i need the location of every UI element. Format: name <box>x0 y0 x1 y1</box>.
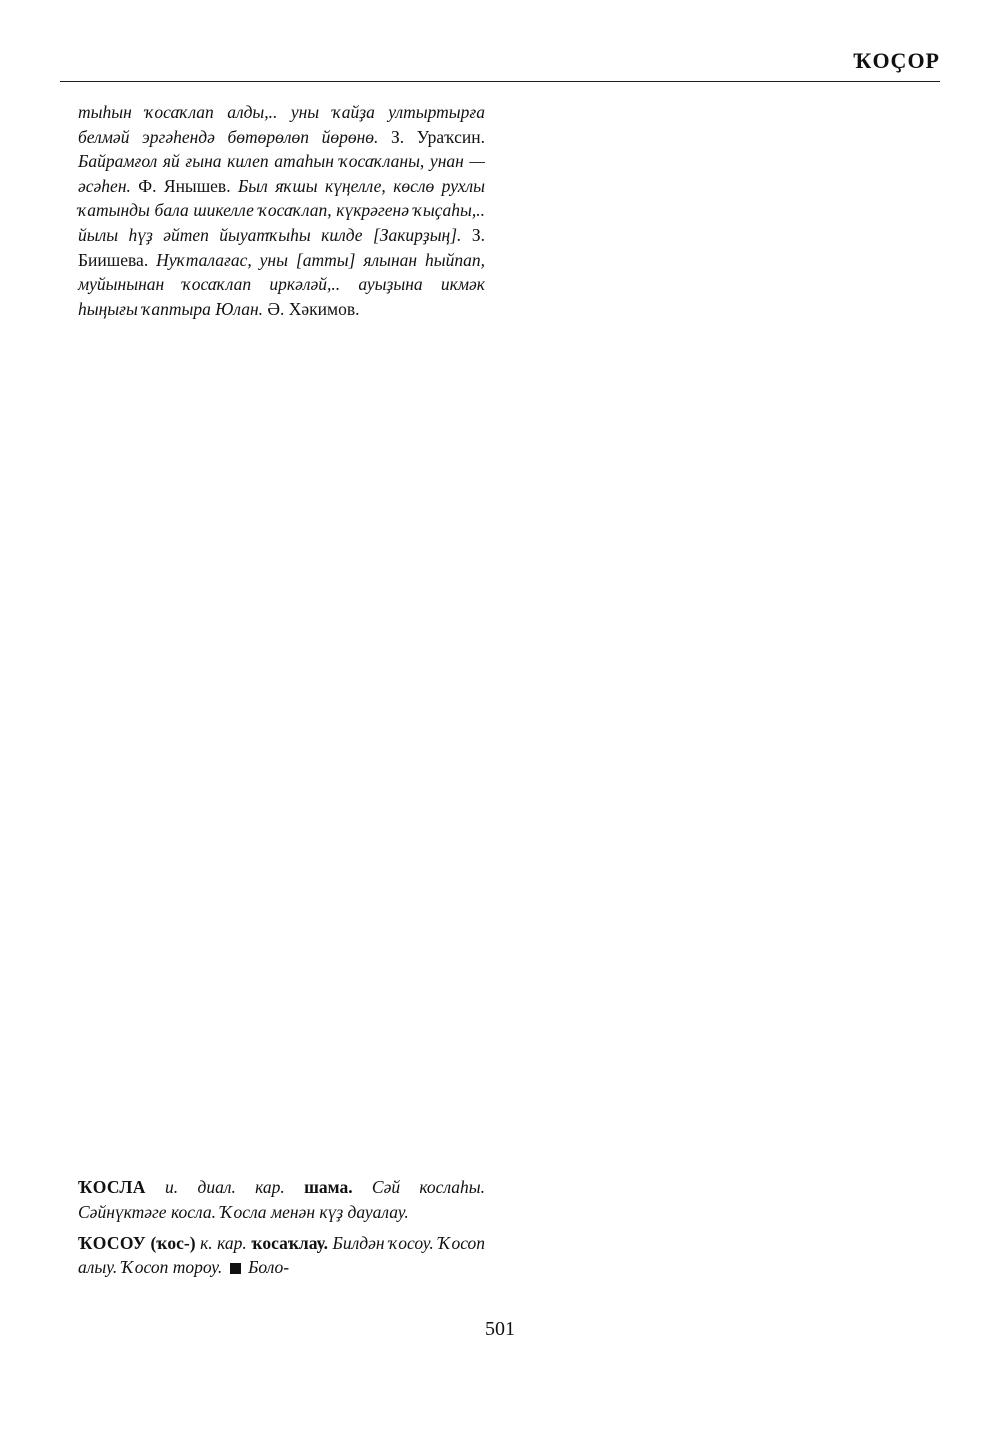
entry-kosou: ҠОСОУ (ҡос-) к. кар. ҡосаҡлау. Билдән ҡосоу. Ҡосоп алыу. Ҡосоп тороу. Боло- <box>78 1232 486 1278</box>
running-head: ҠОҪОР <box>853 48 940 73</box>
entry-continuation: тыһын ҡосаҡлап алды,.. уны ҡайҙа ултыртырға белмәй эргәһендә бөтөрөлөп йөрөнө. З. Ураҡсин. Байрамғол яй ғына килеп атаһын ҡосаҡланы, унан — әсәһен. Ф. Янышев. Был яҡшы күңелле, көслө рухлы ҡатынды бала шикелле ҡосаҡлап, күкрәгенә ҡыҫаһы,.. йылы һүҙ әйтеп йыуатҡыһы килде [Закирҙың]. З. Биишева. Нуҡталағас, уны [атты] ялынан һыйпап, муйынынан ҡосаҡлап иркәләй,.. ауыҙына икмәк һыңығы ҡаптыра Юлан. Ә. Хәкимов. <box>78 102 486 319</box>
right-column <box>526 100 940 1300</box>
page-number: 501 <box>485 1318 515 1340</box>
example-marker-icon <box>230 1263 241 1274</box>
right-column-omitted-entries <box>526 100 940 1300</box>
left-column <box>78 100 485 1286</box>
entry-kosla: ҠОСЛА и. диал. кар. шама. Сәй кослаһы. Сәйнүктәге косла. Ҡосла менән күҙ дауалау. <box>78 1177 486 1222</box>
header-rule <box>60 81 940 82</box>
page-header <box>60 42 940 82</box>
left-column-omitted-entries <box>78 327 485 1175</box>
